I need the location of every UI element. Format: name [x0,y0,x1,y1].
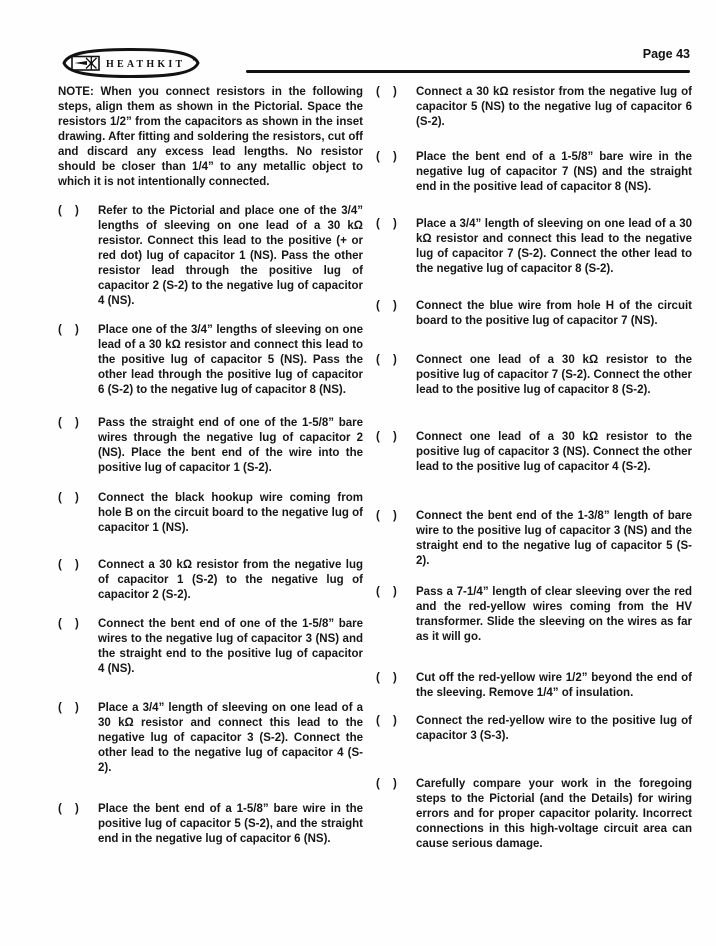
checklist-item [376,299,692,329]
checkbox: ( ) [376,586,402,598]
step-text: Connect the bent end of the 1-3/8” length of bare wire to the positive lug of capacitor 3 (NS) and the straight end to the negative lug of capacitor 5 (S-2). [416,510,692,567]
step-text: Connect a 30 kΩ resistor from the negative lug of capacitor 5 (NS) to the negative lug of capacitor 6 (S-2). [416,86,692,128]
checklist-item [58,617,363,677]
step-text: Carefully compare your work in the foregoing steps to the Pictorial (and the Details) for wiring errors and for proper capacitor polarity. Incorrect connections in this high-voltage circuit area can cause serious damage. [416,778,692,850]
step-text: Place the bent end of a 1-5/8” bare wire in the positive lug of capacitor 5 (S-2), and the straight end in the negative lug of capacitor 6 (NS). [98,803,363,845]
step-text: Connect the black hookup wire coming from hole B on the circuit board to the negative lug of capacitor 1 (NS). [98,492,363,534]
step-text: Connect the blue wire from hole H of the circuit board to the positive lug of capacitor 7 (NS). [416,300,692,327]
checkbox: ( ) [58,205,84,217]
checkbox: ( ) [58,417,84,429]
checklist-item [376,777,692,852]
step-text: Connect a 30 kΩ resistor from the negative lug of capacitor 1 (S-2) to the negative lug of capacitor 2 (S-2). [98,559,363,601]
checkbox: ( ) [376,510,402,522]
step-text: Cut off the red-yellow wire 1/2” beyond the end of the sleeving. Remove 1/4” of insulation. [416,672,692,699]
brand-text: HEATHKIT [106,58,186,70]
step-text: Pass the straight end of one of the 1-5/8” bare wires through the negative lug of capacitor 2 (NS). Place the bent end of the wire into the positive lug of capacitor 1 (S-2). [98,417,363,474]
checkbox: ( ) [376,778,402,790]
checkbox: ( ) [376,672,402,684]
checkbox: ( ) [376,431,402,443]
step-text: Place a 3/4” length of sleeving on one lead of a 30 kΩ resistor and connect this lead to the negative lug of capacitor 7 (S-2). Connect the other lead to the negative lug of capacitor 8 (S-2). [416,218,692,275]
checkbox: ( ) [58,559,84,571]
right-column [376,85,692,852]
page-content [58,85,692,852]
checklist-item [376,585,692,645]
checklist-item [58,802,363,847]
checklist-item [58,701,363,776]
checklist-item [58,323,363,398]
page-header [60,46,690,82]
step-text: Place one of the 3/4” lengths of sleeving on one lead of a 30 kΩ resistor and connect this lead to the positive lug of capacitor 5 (NS). Pass the other lead through the positive lug of capacitor 6 (S-2) to the negative lug of capacitor 8 (NS). [98,324,363,396]
left-column [58,85,363,852]
header-divider [246,70,690,73]
checkbox: ( ) [376,151,402,163]
checklist-item [376,353,692,398]
checkbox: ( ) [58,324,84,336]
step-text: Refer to the Pictorial and place one of the 3/4” lengths of sleeving on one lead of a 30 kΩ resistor. Connect this lead to the positive (+ or red dot) lug of capacitor 1 (NS). Pass the other resistor lead through the positive lug of capacitor 2 (S-2) to the negative lug of capacitor 4 (NS). [98,205,363,307]
checkbox: ( ) [376,86,402,98]
checklist-item [376,430,692,475]
checkbox: ( ) [58,803,84,815]
checkbox: ( ) [58,702,84,714]
heathkit-logo [60,46,202,80]
checklist-item [58,204,363,309]
note-paragraph: NOTE: When you connect resistors in the following steps, align them as shown in the Pictorial. Space the resistors 1/2” from the capacitors as shown in the inset drawing. After fitting and soldering the resistors, cut off and discard any excess lead lengths. No resistor should be closer than 1/4” to any metallic object to which it is not intentionally connected. [58,86,363,188]
checklist-item [58,416,363,476]
checklist-item [376,150,692,195]
step-text: Place the bent end of a 1-5/8” bare wire in the negative lug of capacitor 7 (NS) and the straight end in the positive lead of capacitor 8 (NS). [416,151,692,193]
checklist-item [376,671,692,701]
checklist-item [376,509,692,569]
step-text: Connect one lead of a 30 kΩ resistor to the positive lug of capacitor 3 (NS). Connect the other lead to the positive lug of capacitor 4 (S-2). [416,431,692,473]
checklist-item [376,714,692,744]
checkbox: ( ) [376,300,402,312]
step-text: Pass a 7-1/4” length of clear sleeving over the red and the red-yellow wires coming from the HV transformer. Slide the sleeving on the wires as far as it will go. [416,586,692,643]
checkbox: ( ) [58,618,84,630]
checkbox: ( ) [376,715,402,727]
step-text: Connect the red-yellow wire to the positive lug of capacitor 3 (S-3). [416,715,692,742]
page-number: Page 43 [642,47,690,61]
checklist-item [376,217,692,277]
checklist-item [58,491,363,536]
checklist-item [58,558,363,603]
checklist-item [376,85,692,130]
step-text: Connect one lead of a 30 kΩ resistor to the positive lug of capacitor 7 (S-2). Connect the other lead to the positive lug of capacitor 8 (S-2). [416,354,692,396]
checkbox: ( ) [376,354,402,366]
checkbox: ( ) [58,492,84,504]
checkbox: ( ) [376,218,402,230]
step-text: Place a 3/4” length of sleeving on one lead of a 30 kΩ resistor and connect this lead to the negative lug of capacitor 3 (S-2). Connect the other lead to the negative lug of capacitor 4 (S-2). [98,702,363,774]
step-text: Connect the bent end of one of the 1-5/8” bare wires to the negative lug of capacitor 3 (NS) and the straight end to the positive lug of capacitor 4 (NS). [98,618,363,675]
